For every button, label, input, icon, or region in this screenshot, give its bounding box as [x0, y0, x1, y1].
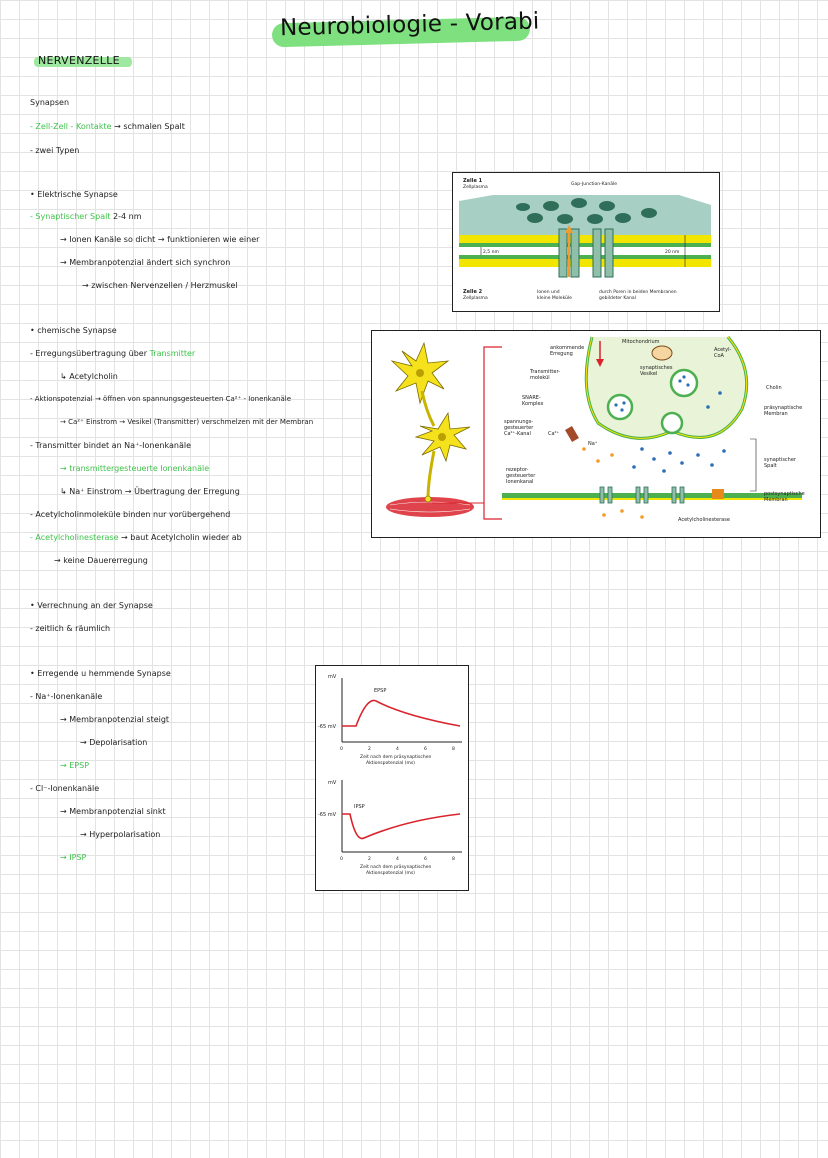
epsp-tick: 6: [424, 747, 427, 752]
label-cleft: synaptischer: [764, 457, 796, 463]
note-line: → transmittergesteuerte Ionenkanäle: [60, 464, 210, 473]
note-line: - Aktionspotenzial → öffnen von spannungsgesteuerten Ca²⁺ - Ionenkanäle: [30, 395, 292, 403]
epsp-chart: [318, 674, 462, 766]
page-title: Neurobiologie - Vorabi: [279, 8, 540, 42]
epsp-xlabel2: Aktionspotenzial (ms): [366, 761, 415, 766]
epsp-curve: [342, 700, 460, 726]
note-line: → zwischen Nervenzellen / Herzmuskel: [82, 281, 238, 290]
note-line: → Membranpotenzial ändert sich synchron: [60, 258, 231, 267]
zoom-bracket: [484, 347, 502, 519]
label-vesicle: synaptisches: [640, 365, 673, 371]
ca-ions: [582, 447, 644, 519]
chemical-synapse-svg: [372, 331, 820, 537]
note-line: Synapsen: [30, 98, 70, 107]
chemical-synapse-figure: [371, 330, 821, 538]
note-line: [30, 122, 185, 131]
neuron-illustration: [386, 343, 474, 517]
membrane2-green: [459, 255, 711, 259]
note-line: - Na⁺-Ionenkanäle: [30, 692, 103, 701]
label-gap: 2,5 nm: [483, 250, 499, 255]
label-transmitter2: molekül: [530, 375, 550, 381]
label-acetyl: Acetyl-: [714, 347, 732, 353]
label-snare: SNARE-: [522, 395, 541, 401]
ipsp-unit: mV: [328, 780, 337, 786]
label-ca-channel2: gesteuerter: [504, 425, 534, 431]
epsp-label: EPSP: [374, 688, 387, 694]
ipsp-chart: [318, 780, 462, 876]
label-pore: durch Poren in beiden Membranen: [599, 290, 677, 295]
note-line: ↳ Acetylcholin: [60, 372, 118, 381]
label-receptor3: Ionenkanal: [506, 479, 534, 485]
ipsp-tick: 4: [396, 857, 399, 862]
note-line: ↳ Na⁺ Einstrom → Übertragung der Erregung: [60, 487, 240, 496]
label-postsyn: postsynaptische: [764, 491, 805, 497]
note-line: → Membranpotenzial sinkt: [60, 807, 166, 816]
label-mito: Mitochondrium: [622, 339, 660, 345]
ipsp-tick: 2: [368, 857, 371, 862]
membrane1-yellow: [459, 235, 711, 243]
label-ions2: kleine Moleküle: [537, 296, 572, 301]
membrane1-green: [459, 243, 711, 247]
note-line: → Ca²⁺ Einstrom → Vesikel (Transmitter) verschmelzen mit der Membran: [60, 418, 314, 426]
label-incoming2: Erregung: [550, 351, 573, 357]
epsp-tick: 2: [368, 747, 371, 752]
label-snare2: Komplex: [522, 401, 544, 407]
epsp-xlabel: Zeit nach dem präsynaptischen: [360, 755, 432, 760]
note-text: - Erregungsübertragung über: [30, 349, 148, 358]
postsynaptic-membrane: [502, 493, 802, 498]
acetylcholinesterase: [712, 489, 724, 499]
ipsp-tick: 6: [424, 857, 427, 862]
mitochondrium: [652, 346, 672, 360]
note-line: • Verrechnung an der Synapse: [30, 601, 153, 610]
epsp-tick: 0: [340, 747, 343, 752]
membrane2-yellow: [459, 259, 711, 267]
note-highlight: - Synaptischer Spalt: [30, 212, 111, 221]
label-cyto1: Zellplasma: [463, 185, 488, 190]
label-pore2: gebildeter Kanal: [599, 296, 636, 301]
label-receptor2: gesteuerter: [506, 473, 536, 479]
label-transmitter: Transmitter-: [530, 369, 561, 375]
note-line: • chemische Synapse: [30, 326, 117, 335]
label-ca-channel: spannungs-: [504, 419, 534, 425]
gap-junction-svg: [453, 173, 719, 311]
note-text: 2-4 nm: [113, 212, 142, 221]
ipsp-tick: 8: [452, 857, 455, 862]
note-line: → Hyperpolarisation: [80, 830, 161, 839]
note-highlight: - Acetylcholinesterase: [30, 533, 119, 542]
cleft-bracket: [750, 439, 756, 491]
note-text: → baut Acetylcholin wieder ab: [121, 533, 242, 542]
label-ache: Acetylcholinesterase: [678, 517, 730, 523]
note-line: - Acetylcholinmoleküle binden nur vorübergehend: [30, 510, 231, 519]
ipsp-xlabel2: Aktionspotenzial (ms): [366, 871, 415, 876]
ipsp-baseline: -65 mV: [318, 812, 337, 818]
note-line: - zwei Typen: [30, 146, 80, 155]
note-line: - Cl⁻-Ionenkanäle: [30, 784, 100, 793]
label-cell1: Zelle 1: [463, 178, 483, 184]
epsp-tick: 8: [452, 747, 455, 752]
label-presyn: präsynaptische: [764, 405, 803, 411]
note-line: [30, 212, 142, 221]
note-line: → IPSP: [60, 853, 87, 862]
note-line: → keine Dauererregung: [54, 556, 148, 565]
note-line: - zeitlich & räumlich: [30, 624, 111, 633]
psp-charts-svg: [316, 666, 468, 890]
note-line: • Erregende u hemmende Synapse: [30, 669, 171, 678]
ipsp-curve: [342, 814, 460, 839]
label-cell2: Zelle 2: [463, 289, 483, 295]
postsynaptic-membrane-inner: [502, 498, 802, 500]
label-receptor: rezeptor-: [506, 467, 529, 473]
section-title-text: NERVENZELLE: [38, 54, 120, 67]
label-width: 20 nm: [665, 250, 680, 255]
page-title-block: [272, 8, 540, 42]
label-postsyn2: Membran: [764, 497, 788, 503]
note-line: → Membranpotenzial steigt: [60, 715, 170, 724]
gap-junction-figure: [452, 172, 720, 312]
section-title: [38, 54, 120, 67]
label-cholin: Cholin: [766, 385, 782, 391]
label-ions: Ionen und: [537, 290, 560, 295]
epsp-baseline: -65 mV: [318, 724, 337, 730]
note-line: → Depolarisation: [80, 738, 148, 747]
note-line: [30, 349, 195, 358]
ipsp-label: IPSP: [354, 804, 365, 810]
label-presyn2: Membran: [764, 411, 788, 417]
label-acetyl2: CoA: [714, 353, 724, 359]
label-cleft2: Spalt: [764, 463, 777, 469]
note-line: - Transmitter bindet an Na⁺-Ionenkanäle: [30, 441, 192, 450]
ca-channel: [565, 426, 579, 442]
label-ca-channel3: Ca²⁺-Kanal: [504, 431, 531, 437]
epsp-unit: mV: [328, 674, 337, 680]
label-vesicle2: Vesikel: [640, 371, 658, 377]
note-line: • Elektrische Synapse: [30, 190, 118, 199]
ipsp-tick: 0: [340, 857, 343, 862]
label-ca: Ca²⁺: [548, 431, 560, 437]
note-line: → Ionen Kanäle so dicht → funktionieren wie einer: [60, 235, 260, 244]
label-channels: Gap-Junction-Kanäle: [571, 182, 617, 187]
note-line: → EPSP: [60, 761, 90, 770]
label-incoming: ankommende: [550, 345, 585, 351]
note-line: [30, 533, 242, 542]
label-na: Na⁺: [588, 441, 598, 447]
note-text: → schmalen Spalt: [114, 122, 185, 131]
epsp-tick: 4: [396, 747, 399, 752]
note-highlight: - Zell-Zell - Kontakte: [30, 122, 112, 131]
note-highlight: Transmitter: [149, 349, 196, 358]
psp-charts-figure: [315, 665, 469, 891]
label-cyto2: Zellplasma: [463, 296, 488, 301]
ipsp-xlabel: Zeit nach dem präsynaptischen: [360, 865, 432, 870]
